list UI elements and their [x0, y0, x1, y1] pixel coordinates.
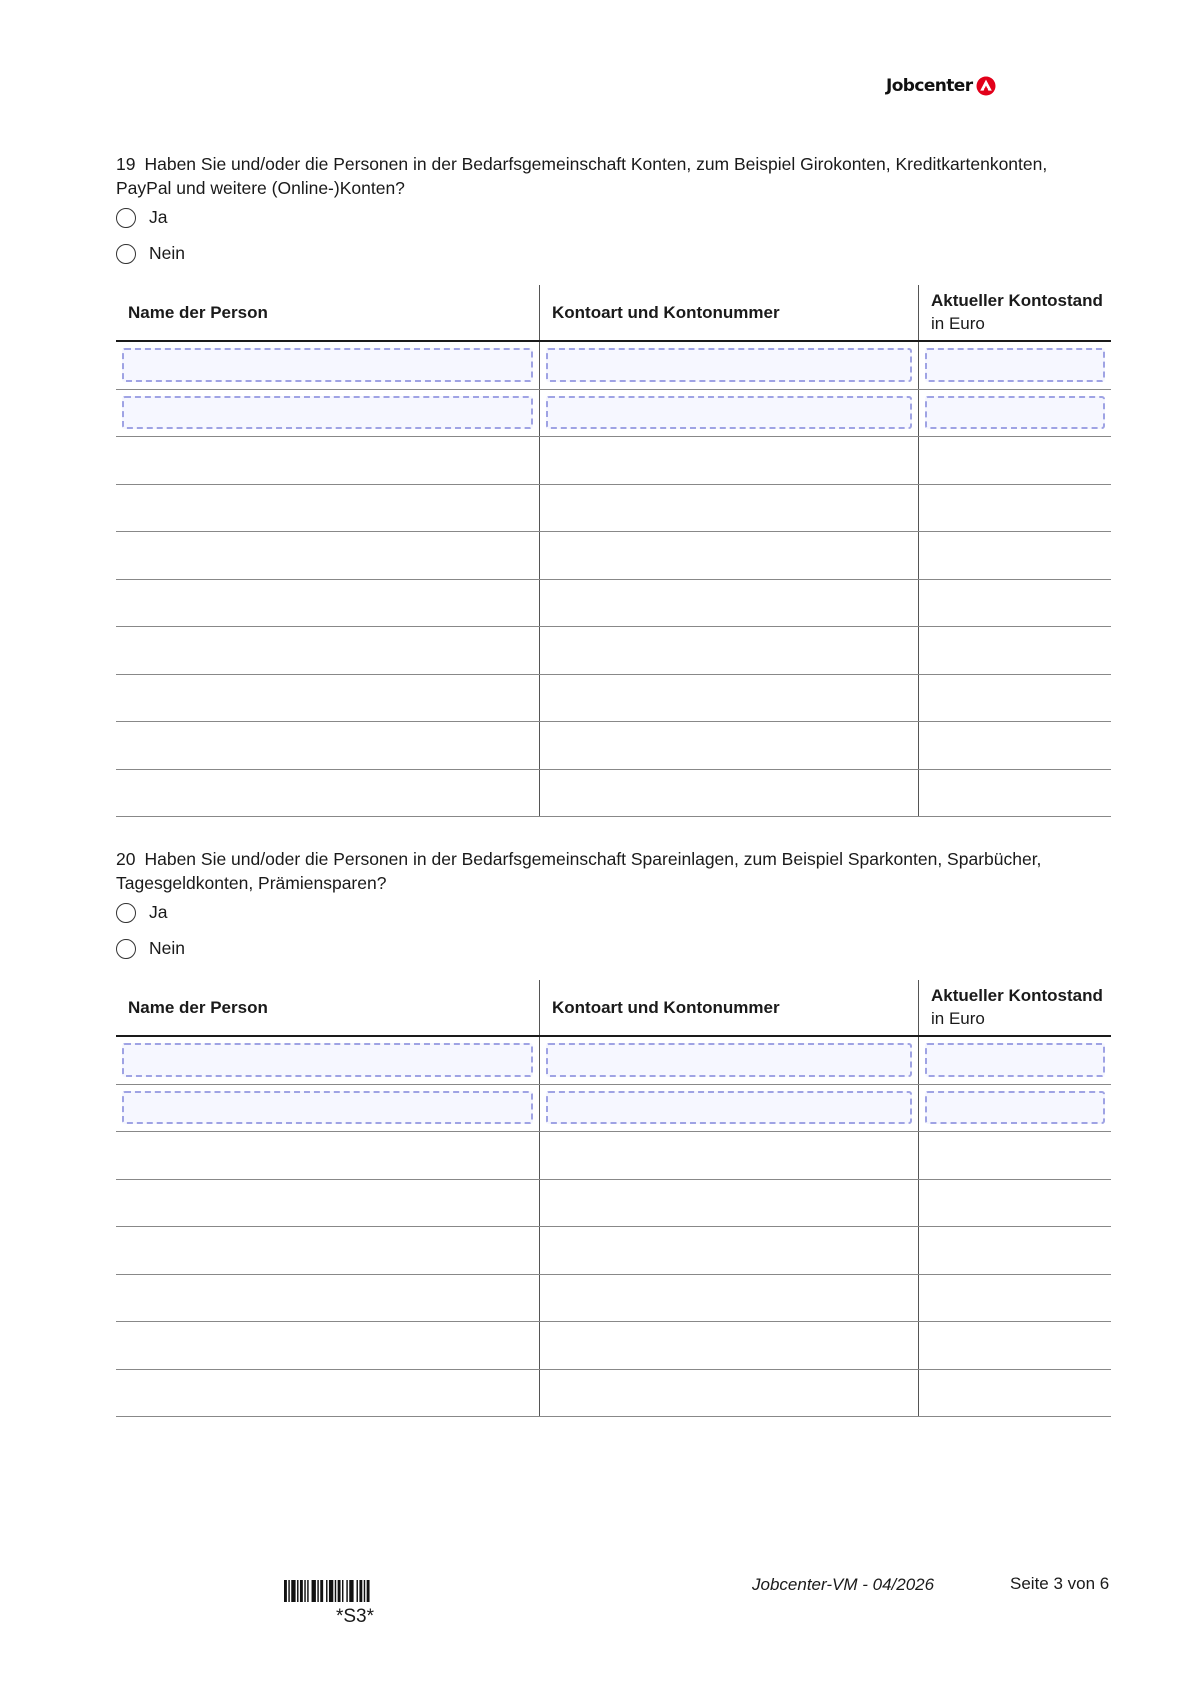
account-number-field[interactable]	[546, 1091, 912, 1125]
name-cell[interactable]	[116, 342, 539, 389]
table-row	[116, 770, 1111, 818]
balance-cell[interactable]	[918, 342, 1111, 389]
name-cell	[116, 627, 539, 674]
option-label: Ja	[149, 207, 168, 227]
name-cell	[116, 580, 539, 627]
table-row	[116, 675, 1111, 723]
table-row	[116, 1085, 1111, 1133]
option-label: Nein	[149, 243, 185, 263]
table-header	[116, 980, 1111, 1037]
logo-text: Jobcenter	[886, 76, 973, 96]
name-cell	[116, 437, 539, 484]
balance-cell	[918, 1227, 1111, 1274]
balance-cell	[918, 485, 1111, 532]
table-row	[116, 1322, 1111, 1370]
name-cell	[116, 770, 539, 817]
account-cell	[539, 1180, 918, 1227]
account-cell	[539, 1322, 918, 1369]
account-cell	[539, 532, 918, 579]
name-cell	[116, 1275, 539, 1322]
table-row	[116, 1227, 1111, 1275]
table-row	[116, 437, 1111, 485]
balance-field[interactable]	[925, 1091, 1105, 1125]
balance-cell	[918, 1180, 1111, 1227]
table-row	[116, 1037, 1111, 1085]
column-header-account: Kontoart und Kontonummer	[539, 980, 918, 1035]
balance-cell	[918, 1370, 1111, 1417]
table-row	[116, 1275, 1111, 1323]
table-row	[116, 1370, 1111, 1418]
balance-field[interactable]	[925, 1043, 1105, 1077]
balance-cell	[918, 532, 1111, 579]
option-label: Ja	[149, 902, 168, 922]
account-number-field[interactable]	[546, 396, 912, 430]
column-header-account: Kontoart und Kontonummer	[539, 285, 918, 340]
name-cell[interactable]	[116, 1037, 539, 1084]
account-number-field[interactable]	[546, 1043, 912, 1077]
table-row	[116, 722, 1111, 770]
name-cell[interactable]	[116, 1085, 539, 1132]
balance-cell[interactable]	[918, 1085, 1111, 1132]
balance-cell	[918, 627, 1111, 674]
balance-cell	[918, 1132, 1111, 1179]
question-text: Haben Sie und/oder die Personen in der Bedarfsgemeinschaft Konten, zum Beispiel Girokonten, Kreditkartenkonten, PayPal und weitere (Online-)Konten?	[116, 154, 1048, 198]
balance-cell[interactable]	[918, 1037, 1111, 1084]
savings-table	[116, 980, 1111, 1417]
question-number: 19	[116, 154, 136, 174]
option-label: Nein	[149, 938, 185, 958]
name-cell	[116, 675, 539, 722]
barcode-text: *S3*	[335, 1606, 375, 1627]
account-cell	[539, 485, 918, 532]
name-cell	[116, 722, 539, 769]
account-cell	[539, 1132, 918, 1179]
person-name-field[interactable]	[122, 396, 533, 430]
account-cell[interactable]	[539, 1037, 918, 1084]
name-cell	[116, 485, 539, 532]
balance-field[interactable]	[925, 348, 1105, 382]
balance-cell	[918, 1275, 1111, 1322]
account-cell	[539, 627, 918, 674]
balance-cell[interactable]	[918, 390, 1111, 437]
name-cell	[116, 1370, 539, 1417]
person-name-field[interactable]	[122, 1091, 533, 1125]
account-cell	[539, 580, 918, 627]
page-number: Seite 3 von 6	[1010, 1574, 1110, 1593]
table-row	[116, 1132, 1111, 1180]
name-cell	[116, 1227, 539, 1274]
jobcenter-logo	[886, 76, 996, 96]
account-cell[interactable]	[539, 1085, 918, 1132]
account-cell	[539, 1370, 918, 1417]
balance-cell	[918, 722, 1111, 769]
account-number-field[interactable]	[546, 348, 912, 382]
account-cell[interactable]	[539, 342, 918, 389]
barcode	[284, 1580, 426, 1602]
name-cell	[116, 1322, 539, 1369]
question-20	[116, 847, 1096, 895]
balance-cell	[918, 770, 1111, 817]
account-cell	[539, 770, 918, 817]
arbeitsagentur-logo-icon	[976, 76, 996, 96]
account-cell	[539, 722, 918, 769]
balance-cell	[918, 1322, 1111, 1369]
name-cell	[116, 532, 539, 579]
column-header-balance: Aktueller Kontostand in Euro	[918, 285, 1111, 340]
q20-option-ja[interactable]	[116, 902, 167, 923]
balance-cell	[918, 675, 1111, 722]
table-row	[116, 485, 1111, 533]
table-row	[116, 342, 1111, 390]
column-header-name: Name der Person	[128, 302, 268, 322]
balance-cell	[918, 437, 1111, 484]
radio-button[interactable]	[116, 208, 136, 228]
table-row	[116, 532, 1111, 580]
table-row	[116, 1180, 1111, 1228]
person-name-field[interactable]	[122, 1043, 533, 1077]
q20-option-nein[interactable]	[116, 938, 185, 959]
balance-field[interactable]	[925, 396, 1105, 430]
q19-option-nein[interactable]	[116, 243, 185, 264]
account-cell	[539, 437, 918, 484]
form-identifier: Jobcenter-VM - 04/2026	[752, 1575, 935, 1594]
question-19	[116, 152, 1096, 200]
table-row	[116, 627, 1111, 675]
person-name-field[interactable]	[122, 348, 533, 382]
radio-button[interactable]	[116, 244, 136, 264]
account-cell	[539, 675, 918, 722]
table-header	[116, 285, 1111, 342]
radio-button[interactable]	[116, 939, 136, 959]
name-cell[interactable]	[116, 390, 539, 437]
column-header-name: Name der Person	[128, 997, 268, 1017]
name-cell	[116, 1132, 539, 1179]
question-text: Haben Sie und/oder die Personen in der Bedarfsgemeinschaft Spareinlagen, zum Beispiel Sparkonten, Sparbücher, Tagesgeldkonten, Prämiensparen?	[116, 849, 1042, 893]
question-number: 20	[116, 849, 136, 869]
radio-button[interactable]	[116, 903, 136, 923]
column-header-balance: Aktueller Kontostand in Euro	[918, 980, 1111, 1035]
account-cell	[539, 1227, 918, 1274]
name-cell	[116, 1180, 539, 1227]
table-row	[116, 580, 1111, 628]
q19-option-ja[interactable]	[116, 207, 167, 228]
account-cell	[539, 1275, 918, 1322]
balance-cell	[918, 580, 1111, 627]
table-row	[116, 390, 1111, 438]
account-cell[interactable]	[539, 390, 918, 437]
accounts-table	[116, 285, 1111, 817]
